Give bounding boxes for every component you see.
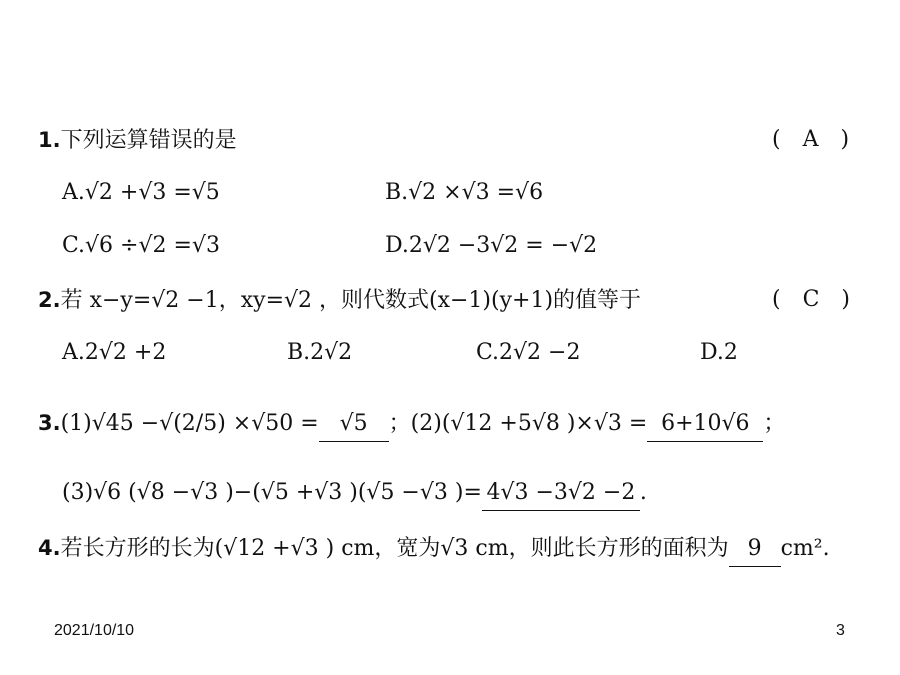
q3-part1-expr: (1)√45 −√(2/5) ×√50 = xyxy=(60,411,319,436)
q2-option-a: A.2√2 +2 xyxy=(62,340,167,365)
q3-line-2 xyxy=(62,473,647,513)
q3-line-1 xyxy=(38,403,785,443)
q1-option-b: B.√2 ×√3 =√6 xyxy=(385,180,544,205)
q1-number: 1. xyxy=(38,128,61,152)
q3-part2-blank: 6+10√6 xyxy=(647,407,763,442)
footer-page-number: 3 xyxy=(836,622,845,639)
q4-number: 4. xyxy=(38,536,61,560)
q3-part2-expr: ；(2)(√12 +5√8 )×√3 = xyxy=(388,411,648,436)
q2-answer: ( C ) xyxy=(772,287,850,312)
q2-option-b: B.2√2 xyxy=(287,340,353,365)
q3-part1-blank: √5 xyxy=(319,407,389,442)
q1-stem: 下列运算错误的是 xyxy=(60,128,237,153)
q1-option-d: D.2√2 −3√2 = −√2 xyxy=(385,233,598,258)
q1-answer: ( A ) xyxy=(772,127,850,152)
q2-stem-line xyxy=(38,280,641,320)
q3-part3-end: . xyxy=(639,480,647,505)
q1-option-c: C.√6 ÷√2 =√3 xyxy=(62,233,220,258)
q3-part2-end: ； xyxy=(763,411,786,436)
q2-option-c: C.2√2 −2 xyxy=(476,340,581,365)
q4-unit: cm². xyxy=(780,536,830,561)
q1-stem-line xyxy=(38,120,237,160)
q3-part3-blank: 4√3 −3√2 −2 xyxy=(482,476,640,511)
q4-blank: 9 xyxy=(729,532,781,567)
q3-number: 3. xyxy=(38,411,61,435)
footer-date: 2021/10/10 xyxy=(54,622,135,639)
q4-stem: 若长方形的长为(√12 +√3 ) cm，宽为√3 cm，则此长方形的面积为 xyxy=(60,536,729,561)
q4-line xyxy=(38,528,830,568)
q2-option-d: D.2 xyxy=(700,340,738,365)
q2-number: 2. xyxy=(38,288,61,312)
q1-option-a: A.√2 +√3 =√5 xyxy=(62,180,220,205)
q2-stem: 若 x−y=√2 −1，xy=√2 ，则代数式(x−1)(y+1)的值等于 xyxy=(60,288,642,313)
q3-part3-expr: (3)√6 (√8 −√3 )−(√5 +√3 )(√5 −√3 )= xyxy=(62,480,482,505)
